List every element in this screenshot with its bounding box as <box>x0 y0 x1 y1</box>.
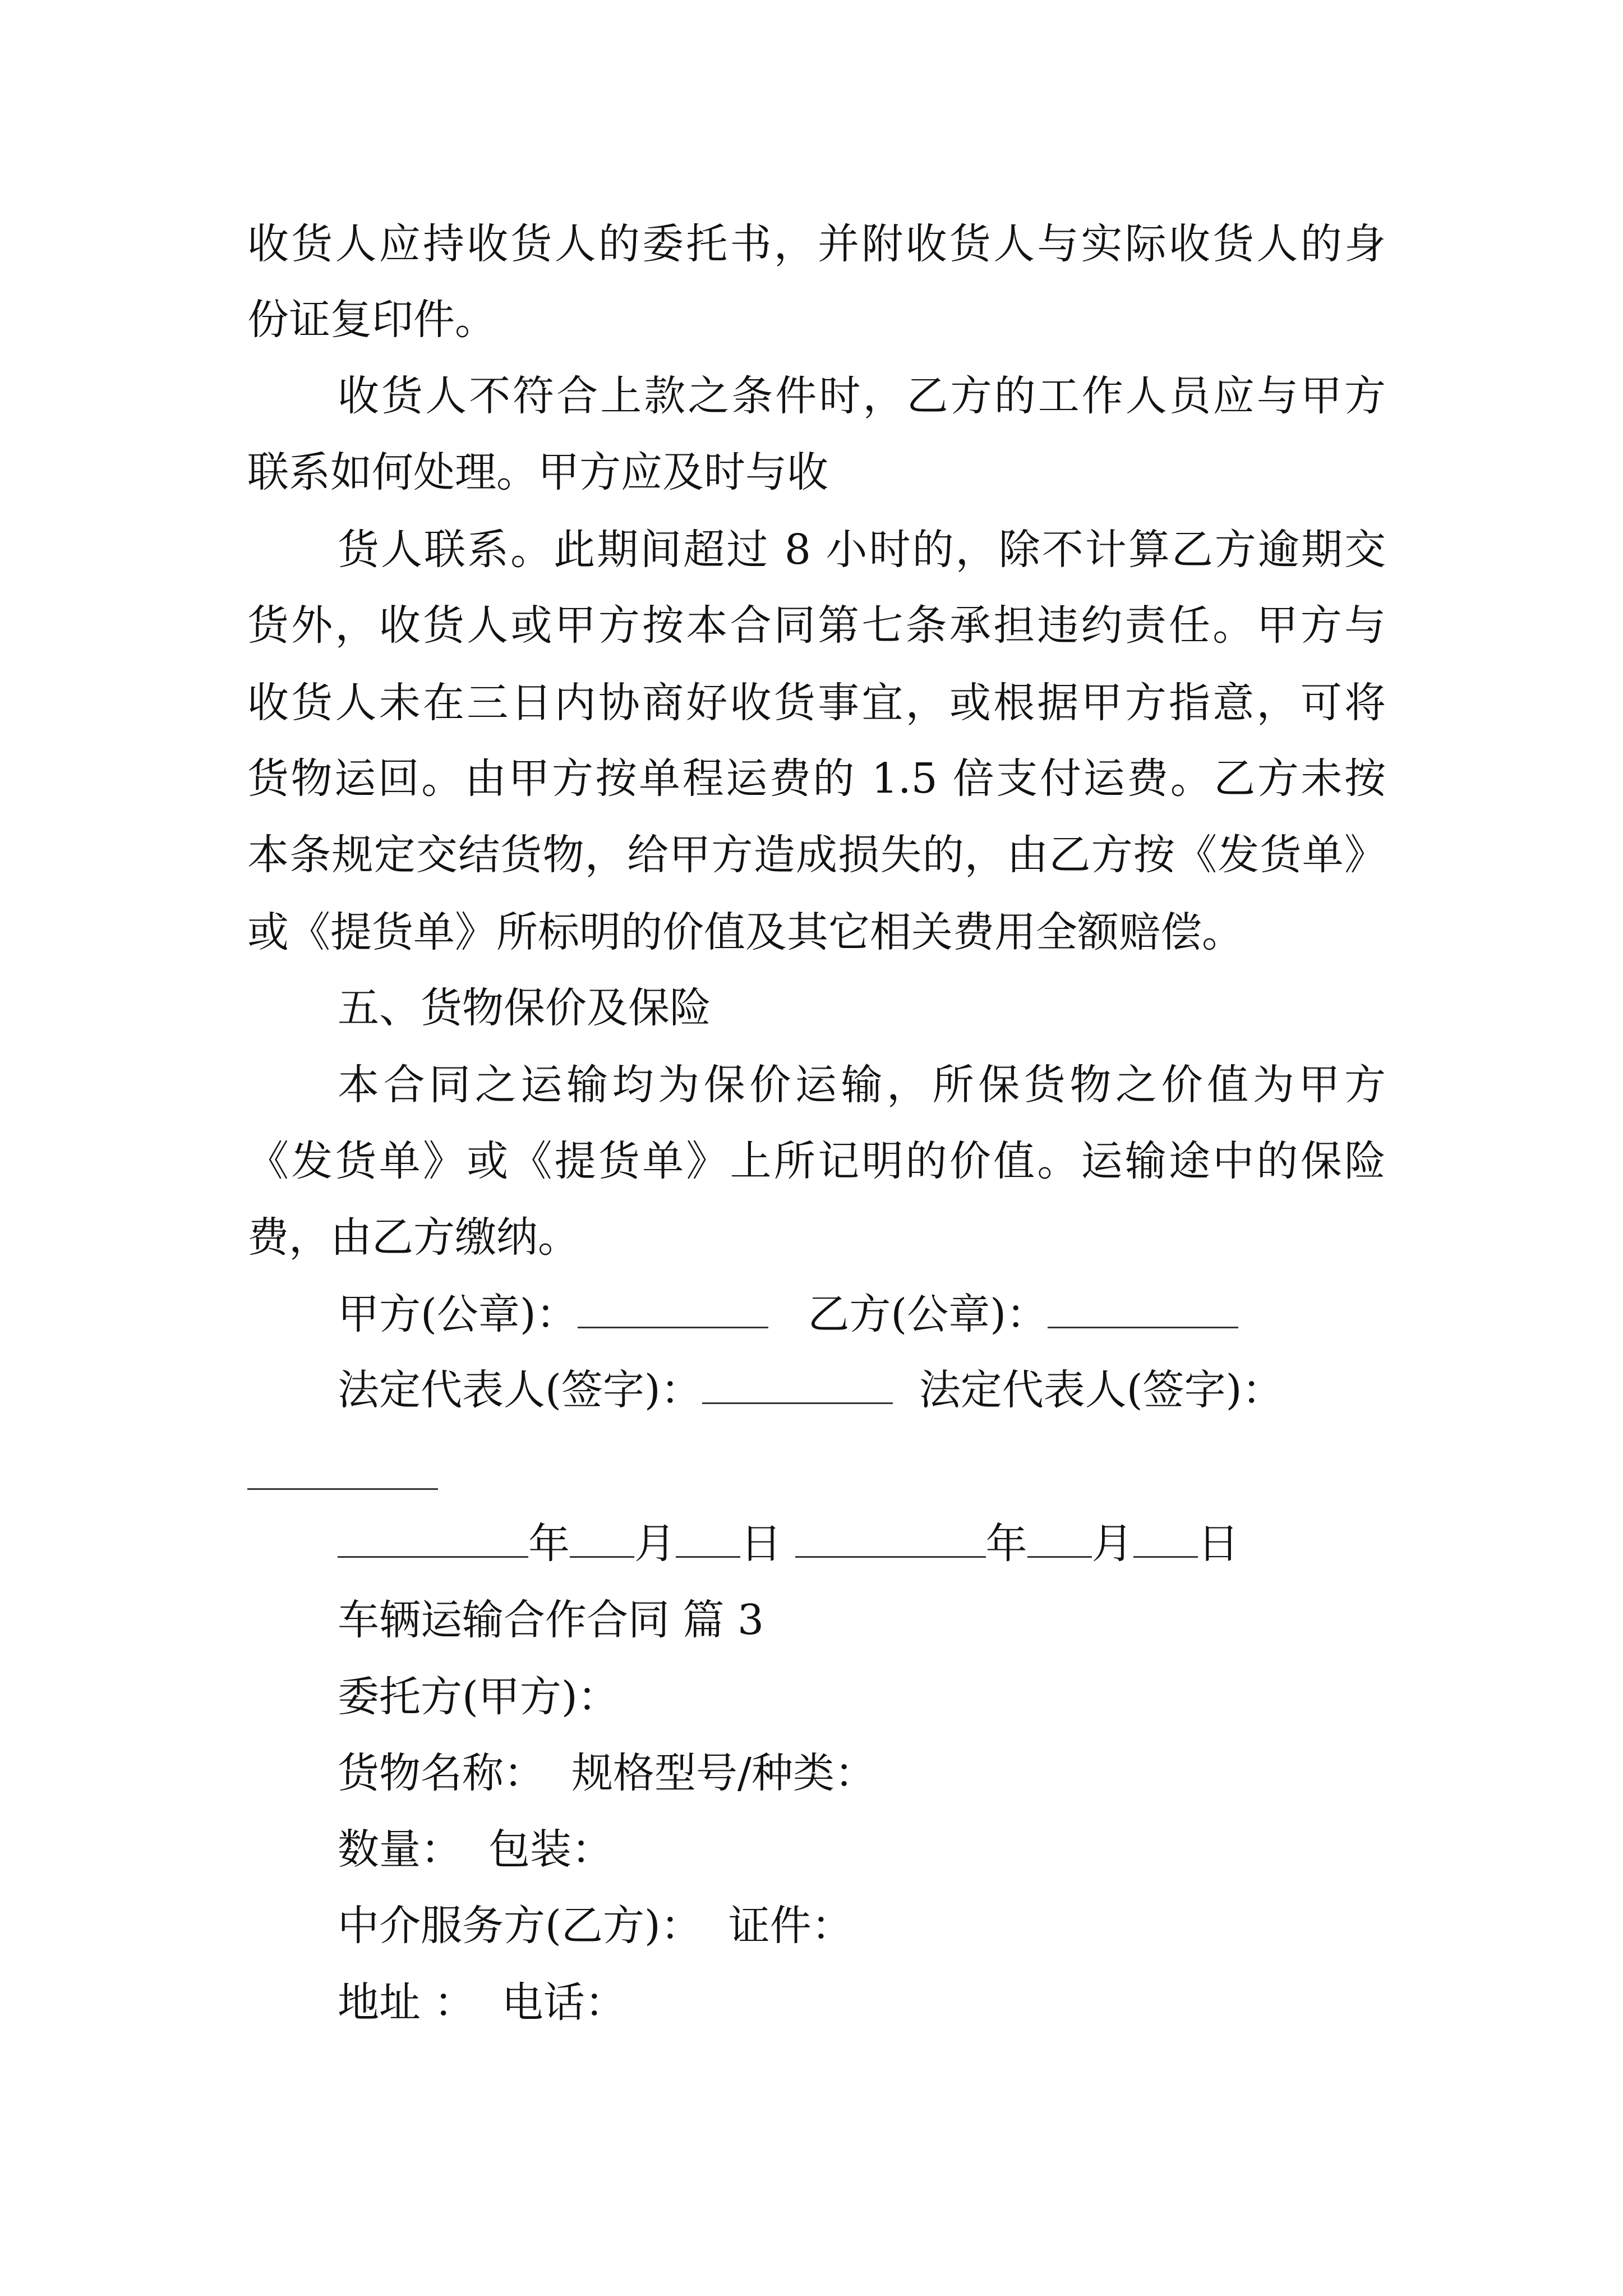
spec-label: 规格型号/种类： <box>571 1749 876 1797</box>
month-label: 月 <box>1091 1520 1133 1568</box>
month-b-blank <box>1027 1522 1092 1558</box>
year-label: 年 <box>985 1520 1027 1568</box>
party-b-seal-blank <box>1048 1293 1238 1328</box>
rep-b-label: 法定代表人(签字)： <box>919 1366 1284 1414</box>
party-a-seal-label: 甲方(公章)： <box>338 1290 578 1338</box>
paragraph-line: 本合同之运输均为保价运输，所保货物之价值为甲方 <box>338 1061 1386 1109</box>
goods-line <box>338 1734 1386 1812</box>
day-a-blank <box>676 1522 740 1558</box>
section-heading: 五、货物保价及保险 <box>338 984 711 1032</box>
day-label: 日 <box>1197 1520 1239 1568</box>
year-a-blank <box>338 1522 528 1558</box>
month-a-blank <box>570 1522 634 1558</box>
paragraph-line: 本条规定交结货物，给甲方造成损失的，由乙方按《发货单》 <box>247 831 1386 879</box>
rep-a-label: 法定代表人(签字)： <box>338 1366 702 1414</box>
party-b-seal-label: 乙方(公章)： <box>808 1290 1048 1338</box>
paragraph-line: 份证复印件。 <box>247 296 496 344</box>
quantity-label: 数量： <box>338 1825 462 1874</box>
date-line <box>338 1504 1386 1583</box>
seal-line <box>338 1275 1386 1354</box>
address-line <box>338 1963 1386 2042</box>
paragraph-line: 或《提货单》所标明的价值及其它相关费用全额赔偿。 <box>247 908 1243 956</box>
paragraph-line: 联系如何处理。甲方应及时与收 <box>247 448 828 496</box>
address-label: 地址 ： <box>338 1978 476 2027</box>
contract-title: 车辆运输合作合同 篇 3 <box>338 1596 764 1644</box>
intermediary-line <box>338 1887 1386 1965</box>
year-label: 年 <box>528 1520 570 1568</box>
paragraph-line: 收货人未在三日内协商好收货事宜，或根据甲方指意，可将 <box>247 679 1386 727</box>
paragraph-line: 《发货单》或《提货单》上所记明的价值。运输途中的保险 <box>247 1137 1386 1185</box>
goods-name-label: 货物名称： <box>338 1749 545 1797</box>
paragraph-line: 货人联系。此期间超过 8 小时的，除不计算乙方逾期交 <box>338 526 1386 574</box>
rep-a-blank <box>702 1369 893 1404</box>
year-b-blank <box>795 1522 986 1558</box>
quantity-line <box>338 1810 1386 1889</box>
paragraph-line: 货物运回。由甲方按单程运费的 1.5 倍支付运费。乙方未按 <box>247 754 1386 803</box>
paragraph-line: 收货人不符合上款之条件时，乙方的工作人员应与甲方 <box>338 372 1386 420</box>
certificate-label: 证件： <box>728 1902 853 1950</box>
party-a-seal-blank <box>578 1293 768 1328</box>
representative-line <box>338 1351 1386 1429</box>
day-label: 日 <box>740 1520 782 1568</box>
client-label: 委托方(甲方)： <box>338 1673 619 1721</box>
rep-b-blank <box>247 1488 438 1490</box>
intermediary-label: 中介服务方(乙方)： <box>338 1902 702 1950</box>
paragraph-line: 货外，收货人或甲方按本合同第七条承担违约责任。甲方与 <box>247 601 1386 650</box>
packaging-label: 包装： <box>488 1825 614 1874</box>
paragraph-line: 收货人应持收货人的委托书，并附收货人与实际收货人的身 <box>247 220 1386 268</box>
month-label: 月 <box>634 1520 676 1568</box>
paragraph-line: 费，由乙方缴纳。 <box>247 1213 579 1262</box>
phone-label: 电话： <box>501 1978 626 2027</box>
day-b-blank <box>1133 1522 1198 1558</box>
